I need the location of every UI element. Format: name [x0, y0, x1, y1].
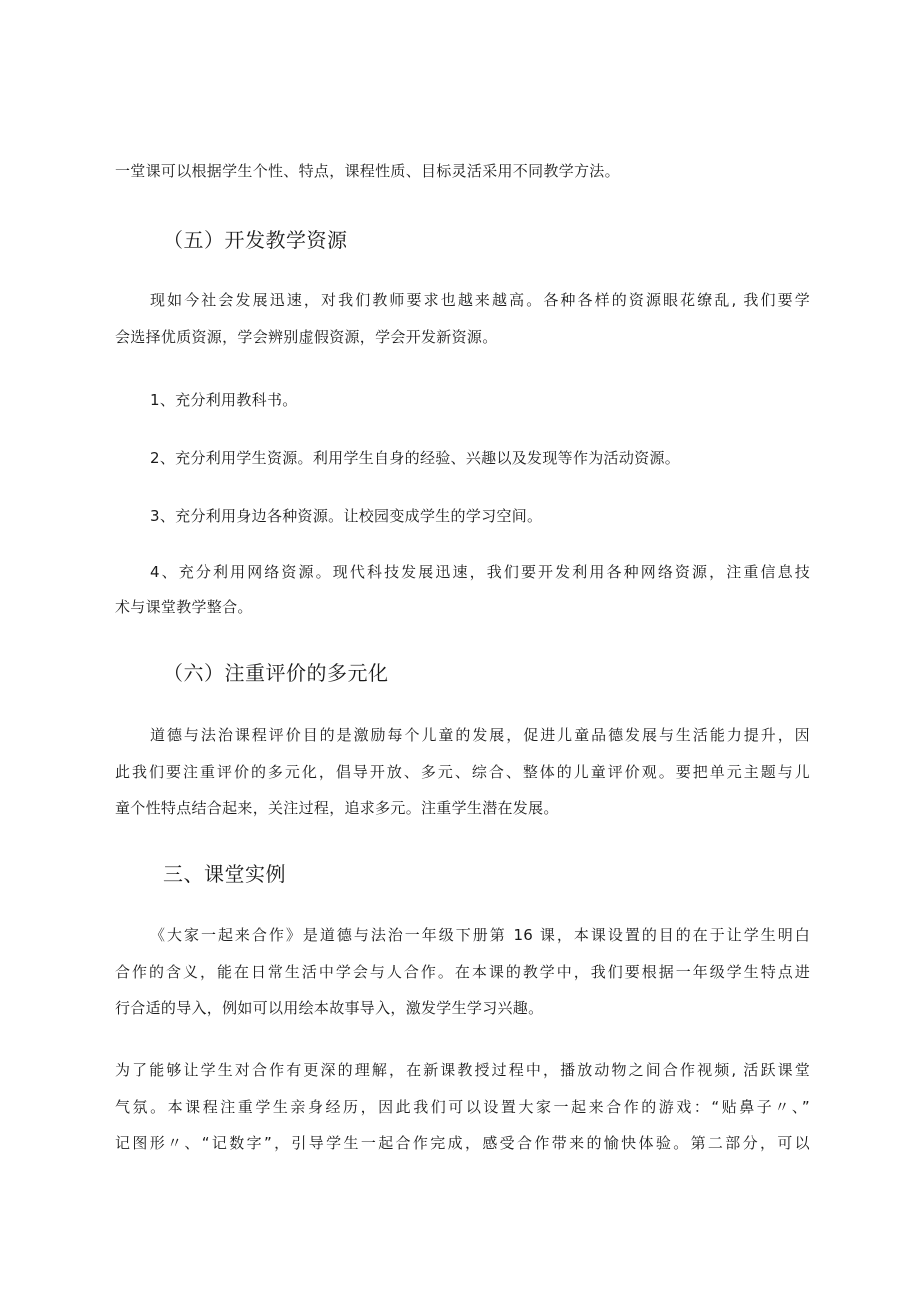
evaluation-paragraph-line-3: 童个性特点结合起来，关注过程，追求多元。注重学生潜在发展。	[115, 799, 559, 817]
evaluation-paragraph-line-2: 此我们要注重评价的多元化，倡导开放、多元、综合、整体的儿童评价观。要把单元主题与儿	[115, 763, 810, 781]
list-item-1: 1、充分利用教科书。	[150, 391, 298, 409]
evaluation-paragraph-line-1: 道德与法治课程评价目的是激励每个儿童的发展，促进儿童品德发展与生活能力提升，因	[150, 726, 810, 744]
list-item-2: 2、充分利用学生资源。利用学生自身的经验、兴趣以及发现等作为活动资源。	[150, 449, 681, 467]
resources-paragraph-line-2: 会选择优质资源，学会辨别虚假资源，学会开发新资源。	[115, 328, 498, 346]
final-paragraph-line-1: 为了能够让学生对合作有更深的理解，在新课教授过程中，播放动物之间合作视频, 活跃课堂	[115, 1061, 810, 1079]
list-item-4-line-1: 4、充分利用网络资源。现代科技发展迅速，我们要开发利用各种网络资源，注重信息技	[150, 563, 810, 581]
example-paragraph-line-2: 合作的含义，能在日常生活中学会与人合作。在本课的教学中，我们要根据一年级学生特点进	[115, 963, 810, 981]
final-paragraph-line-2: 气氛。本课程注重学生亲身经历，因此我们可以设置大家一起来合作的游戏：“贴鼻子〃、”	[115, 1098, 810, 1116]
section-heading-three: 三、课堂实例	[163, 862, 286, 886]
intro-paragraph-line-1: 一堂课可以根据学生个性、特点，课程性质、目标灵活采用不同教学方法。	[115, 162, 620, 180]
list-item-4-line-2: 术与课堂教学整合。	[115, 598, 253, 616]
section-heading-five: （五）开发教学资源	[163, 228, 348, 252]
final-paragraph-line-3: 记图形〃、“记数字”，引导学生一起合作完成，感受合作带来的愉快体验。第二部分，可以	[115, 1134, 810, 1152]
list-item-3: 3、充分利用身边各种资源。让校园变成学生的学习空间。	[150, 507, 543, 525]
example-paragraph-line-1: 《大家一起来合作》是道德与法治一年级下册第 16 课，本课设置的目的在于让学生明白	[150, 926, 810, 944]
section-heading-six: （六）注重评价的多元化	[163, 661, 389, 685]
resources-paragraph-line-1: 现如今社会发展迅速，对我们教师要求也越来越高。各种各样的资源眼花缭乱, 我们要学	[150, 291, 810, 309]
example-paragraph-line-3: 行合适的导入，例如可以用绘本故事导入，激发学生学习兴趣。	[115, 999, 544, 1017]
